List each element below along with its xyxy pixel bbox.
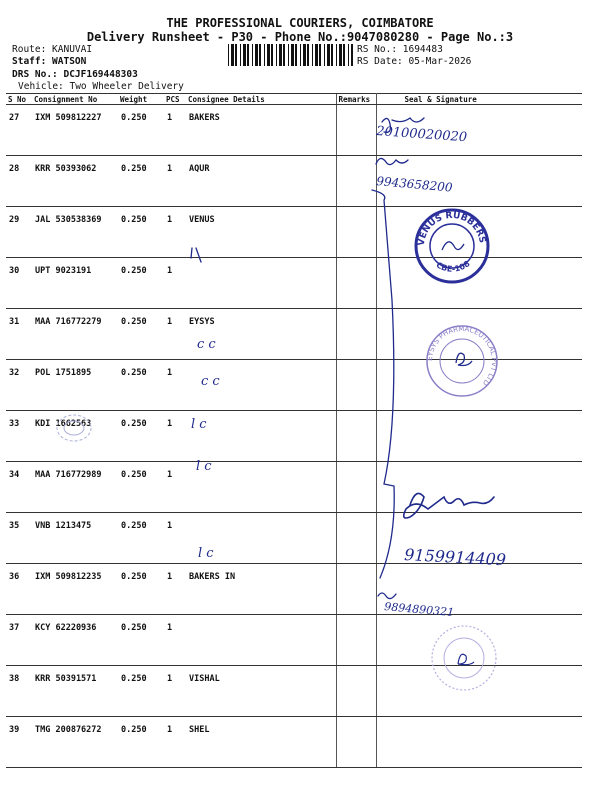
cell-remarks [336,105,376,156]
cell-signature [376,309,582,360]
table-row [6,615,582,666]
cell-sno: 30 [6,258,32,309]
barcode-bar [291,44,294,66]
barcode-bar [283,44,285,66]
cell-sno: 29 [6,207,32,258]
cell-remarks [336,462,376,513]
cell-consignment: VNB 1213475 [32,513,118,564]
table-row [6,105,582,156]
cell-signature [376,156,582,207]
barcode-bar [295,44,297,66]
cell-pcs: 1 [164,207,186,258]
cell-pcs: 1 [164,156,186,207]
cell-sno: 39 [6,717,32,768]
cell-signature [376,105,582,156]
cell-weight: 0.250 [118,156,164,207]
table-row [6,360,582,411]
cell-sno: 32 [6,360,32,411]
cell-pcs: 1 [164,564,186,615]
barcode-bar [240,44,241,66]
barcode-bar [339,44,342,66]
cell-consignment: IXM 509812235 [32,564,118,615]
cell-remarks [336,666,376,717]
cell-sno: 33 [6,411,32,462]
barcode-bar [300,44,301,66]
cell-weight: 0.250 [118,207,164,258]
drs-number: DRS No.: DCJF169448303 [12,69,138,80]
barcode-image [228,44,353,66]
handwritten-phone-27: 20100020020 [375,124,468,146]
cell-consignee: BAKERS [186,105,336,156]
barcode-bar [279,44,282,66]
barcode-bar [259,44,261,66]
cell-weight: 0.250 [118,258,164,309]
cell-weight: 0.250 [118,309,164,360]
cell-consignee [186,462,336,513]
cell-remarks [336,564,376,615]
barcode-bar [343,44,345,66]
barcode-bar [228,44,229,66]
barcode-bar [331,44,333,66]
cell-weight: 0.250 [118,360,164,411]
cell-consignment: UPT 9023191 [32,258,118,309]
column-header-weight: Weight [118,94,164,105]
barcode-bar [336,44,337,66]
cell-sno: 35 [6,513,32,564]
cell-consignment: MAA 716772279 [32,309,118,360]
barcode-bar [235,44,237,66]
barcode-bar [348,44,349,66]
barcode-bar [324,44,325,66]
barcode-bar [276,44,277,66]
cell-signature [376,513,582,564]
column-header-consignee: Consignee Details [186,94,336,105]
ditto-mark-32: c c [197,337,216,352]
runsheet-table [6,93,582,768]
handwritten-phone-28: 9943658200 [375,174,454,195]
cell-weight: 0.250 [118,462,164,513]
barcode-bar [252,44,253,66]
cell-remarks [336,360,376,411]
cell-signature [376,564,582,615]
cell-signature [376,717,582,768]
cell-consignee [186,615,336,666]
cell-consignee: VENUS [186,207,336,258]
table-row [6,258,582,309]
cell-remarks [336,156,376,207]
cell-pcs: 1 [164,717,186,768]
cell-pcs: 1 [164,309,186,360]
cell-consignment: TMG 200876272 [32,717,118,768]
cell-weight: 0.250 [118,513,164,564]
table-row [6,513,582,564]
barcode-bar [319,44,321,66]
cell-sno: 28 [6,156,32,207]
barcode-bar [243,44,246,66]
cell-pcs: 1 [164,105,186,156]
barcode-bar [271,44,273,66]
barcode-bar [231,44,234,66]
handwritten-phone-36: 9159914409 [403,545,507,570]
cell-consignment: KCY 62220936 [32,615,118,666]
table-row [6,717,582,768]
barcode-bar [312,44,313,66]
cell-signature [376,462,582,513]
cell-consignee [186,258,336,309]
cell-weight: 0.250 [118,411,164,462]
cell-weight: 0.250 [118,615,164,666]
rs-date: RS Date: 05-Mar-2026 [357,56,472,67]
cell-consignment: KRR 50393062 [32,156,118,207]
cell-sno: 34 [6,462,32,513]
table-row [6,207,582,258]
cell-consignee [186,411,336,462]
cell-signature [376,207,582,258]
table-row [6,156,582,207]
column-header-pcs: PCS [164,94,186,105]
cell-signature [376,666,582,717]
cell-remarks [336,258,376,309]
vehicle-label: Vehicle: Two Wheeler Delivery [18,81,184,92]
cell-pcs: 1 [164,411,186,462]
table-row [6,564,582,615]
cell-pcs: 1 [164,258,186,309]
barcode-bar [327,44,330,66]
barcode-bar [351,44,353,66]
table-header-row [6,94,582,105]
rs-number: RS No.: 1694483 [357,44,443,55]
cell-consignment: MAA 716772989 [32,462,118,513]
barcode-bar [264,44,265,66]
barcode-bar [303,44,306,66]
barcode-bar [307,44,309,66]
barcode-bar [255,44,258,66]
cell-remarks [336,717,376,768]
table-row [6,411,582,462]
cell-signature [376,411,582,462]
cell-consignment: IXM 509812227 [32,105,118,156]
table-row [6,666,582,717]
cell-signature [376,258,582,309]
cell-sno: 27 [6,105,32,156]
cell-consignment: POL 1751895 [32,360,118,411]
column-header-remarks: Remarks [336,94,376,105]
handwritten-phone-38: 9894890321 [383,600,455,620]
cell-consignment: JAL 530538369 [32,207,118,258]
cell-weight: 0.250 [118,717,164,768]
ditto-mark-33: c c [201,374,220,389]
cell-consignee: AQUR [186,156,336,207]
cell-signature [376,360,582,411]
barcode-bar [247,44,249,66]
cell-consignment: KDI 1662563 [32,411,118,462]
cell-weight: 0.250 [118,564,164,615]
cell-pcs: 1 [164,360,186,411]
venus-seal-bottom-text: CBE-108 [434,259,472,274]
cell-pcs: 1 [164,462,186,513]
cell-sno: 36 [6,564,32,615]
staff-label: Staff: WATSON [12,56,87,67]
cell-consignee: VISHAL [186,666,336,717]
cell-remarks [336,513,376,564]
cell-weight: 0.250 [118,105,164,156]
column-header-seal-signature: Seal & Signature [376,94,582,105]
runsheet-subtitle: Delivery Runsheet - P30 - Phone No.:9047080280 - Page No.:3 [86,30,514,44]
cell-pcs: 1 [164,615,186,666]
cell-remarks [336,615,376,666]
ditto-mark-34: l c [191,417,207,432]
eysys-seal-text: EYSYS PHARMACEUTICAL PVT LTD [425,324,499,388]
cell-consignment: KRR 50391571 [32,666,118,717]
table-row [6,462,582,513]
cell-consignee [186,360,336,411]
venus-seal-text: VENUS RUBBERS [416,210,487,247]
column-header-consignment: Consignment No [32,94,118,105]
barcode-bar [315,44,318,66]
barcode-bar [267,44,270,66]
cell-pcs: 1 [164,513,186,564]
cell-consignee: SHEL [186,717,336,768]
cell-consignee: EYSYS [186,309,336,360]
cell-sno: 31 [6,309,32,360]
route-label: Route: KANUVAI [12,44,93,55]
cell-weight: 0.250 [118,666,164,717]
cell-sno: 38 [6,666,32,717]
cell-consignee [186,513,336,564]
table-row [6,309,582,360]
barcode-bar [288,44,289,66]
column-header-sno: S No [6,94,32,105]
ditto-mark-37: l c [198,546,214,561]
cell-signature [376,615,582,666]
cell-remarks [336,309,376,360]
cell-consignee: BAKERS IN [186,564,336,615]
ditto-mark-35: l c [196,459,212,474]
cell-sno: 37 [6,615,32,666]
cell-pcs: 1 [164,666,186,717]
cell-remarks [336,207,376,258]
company-title: THE PROFESSIONAL COURIERS, COIMBATORE [166,16,434,30]
cell-remarks [336,411,376,462]
